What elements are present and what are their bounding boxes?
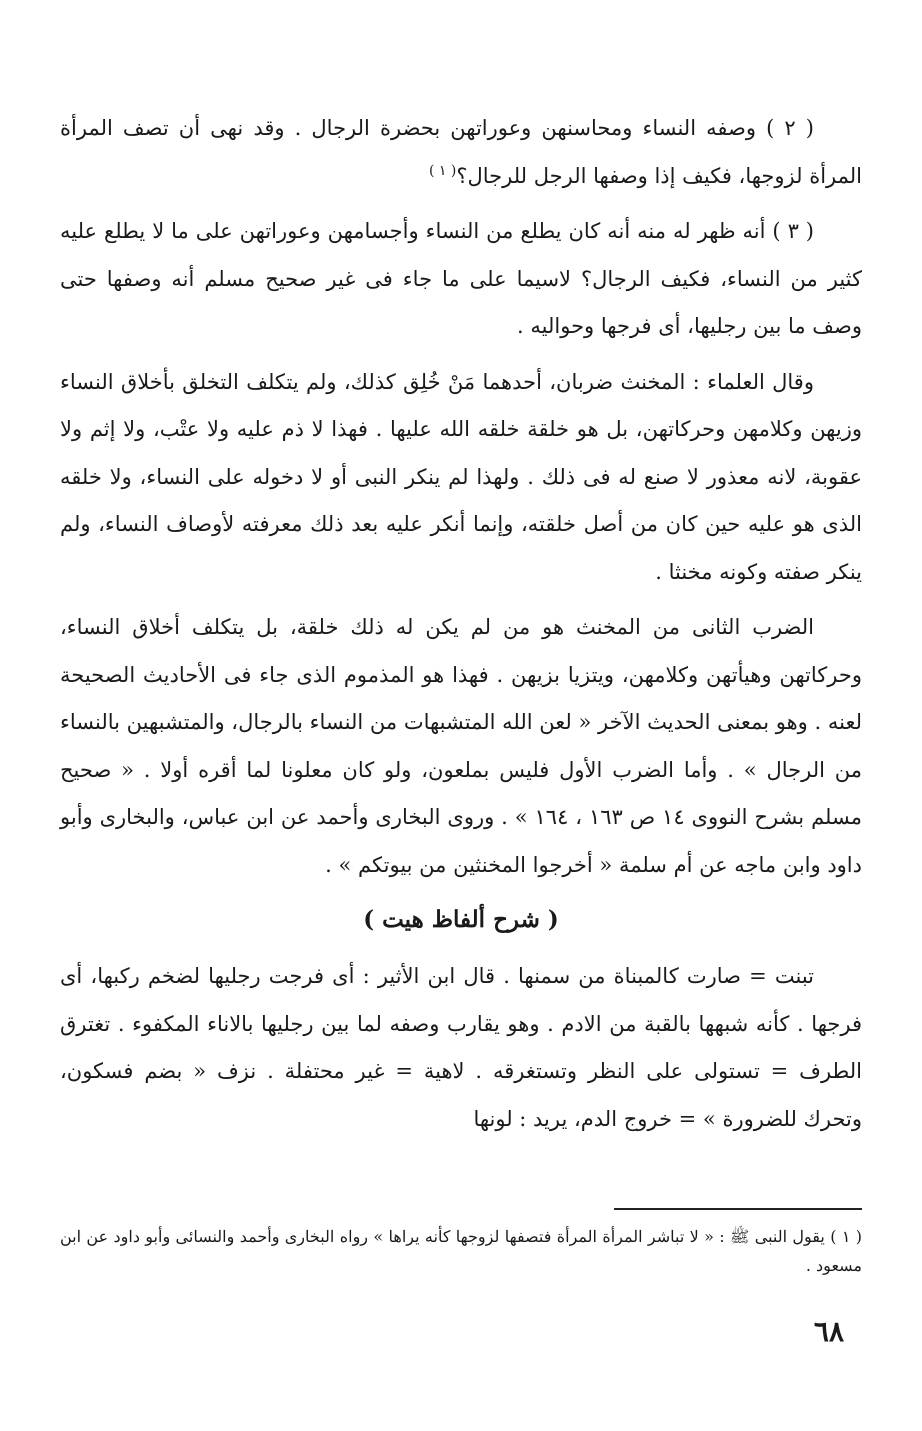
footnote-reference: ( ١ ) xyxy=(428,162,457,179)
paragraph-text: ( ٢ ) وصفه النساء ومحاسنهن وعوراتهن بحضرة الرجال . وقد نهى أن تصف المرأة المرأة لزوجها، فكيف إذا وصفها الرجل للرجال؟ xyxy=(60,116,862,188)
paragraph-point-3: ( ٣ ) أنه ظهر له منه أنه كان يطلع من النساء وأجسامهن وعوراتهن على ما لا يطلع عليه كثير من النساء، فكيف الرجال؟ لاسيما على ما جاء فى غير صحيح مسلم أنه وصفها حتى وصف ما بين رجليها، أى فرجها وحواليه . xyxy=(60,219,862,338)
paragraph-second-type: الضرب الثانى من المخنث هو من لم يكن له ذلك خلقة، بل يتكلف أخلاق النساء، وحركاتهن وهيأتهن وكلامهن، ويتزيا بزيهن . فهذا هو المذموم الذى جاء فى الأحاديث الصحيحة لعنه . وهو بمعنى الحديث الآخر « لعن الله المتشبهات من النساء بالرجال، والمتشبهين بالنساء من الرجال » . وأما الضرب الأول فليس بملعون، ولو كان معلونا لما أقره أولا . « صحيح مسلم بشرح النووى ١٤ ص ١٦٣ ، ١٦٤ » . وروى البخارى وأحمد عن ابن عباس، والبخارى وأبو داود وابن ماجه عن أم سلمة « أخرجوا المخنثين من بيوتكم » . xyxy=(60,615,862,877)
paragraph-scholars: وقال العلماء : المخنث ضربان، أحدهما مَنْ خُلِق كذلك، ولم يتكلف التخلق بأخلاق النساء وزيهن وكلامهن وحركاتهن، بل هو خلقة خلقه الله عليها . فهذا لا ذم عليه ولا عتْب، ولا إثم ولا عقوبة، لانه معذور لا صنع له فى ذلك . ولهذا لم ينكر النبى أو لا دخوله على النساء، ولا خلقه الذى هو عليه حين كان من أصل خلقته، وإنما أنكر عليه بعد ذلك معرفته لأوصاف النساء، ولم ينكر صفته وكونه مخنثا . xyxy=(60,369,862,584)
main-text xyxy=(60,105,862,1151)
paragraph-glossary: تبنت = صارت كالمبناة من سمنها . قال ابن الأثير : أى فرجت رجليها لضخم ركبها، أى فرجها . كأنه شبهها بالقبة من الادم . وهو يقارب وصفه لما بين رجليها بالاناء المكفوء . تغترق الطرف = تستولى على النظر وتستغرقه . لاهية = غير محتفلة . نزف « بضم فسكون، وتحرك للضرورة » = خروج الدم، يريد : لونها xyxy=(60,964,862,1131)
paragraph-point-2 xyxy=(60,105,862,200)
page-number: ٦٨ xyxy=(813,1315,844,1348)
section-heading: ( شرح ألفاظ هيت ) xyxy=(363,906,559,933)
footnote-divider xyxy=(614,1208,862,1210)
footnote: ( ١ ) يقول النبى ﷺ : « لا تباشر المرأة المرأة فتصفها لزوجها كأنه يراها » رواه البخارى وأحمد والنسائى وأبو داود عن ابن مسعود . xyxy=(60,1227,863,1275)
